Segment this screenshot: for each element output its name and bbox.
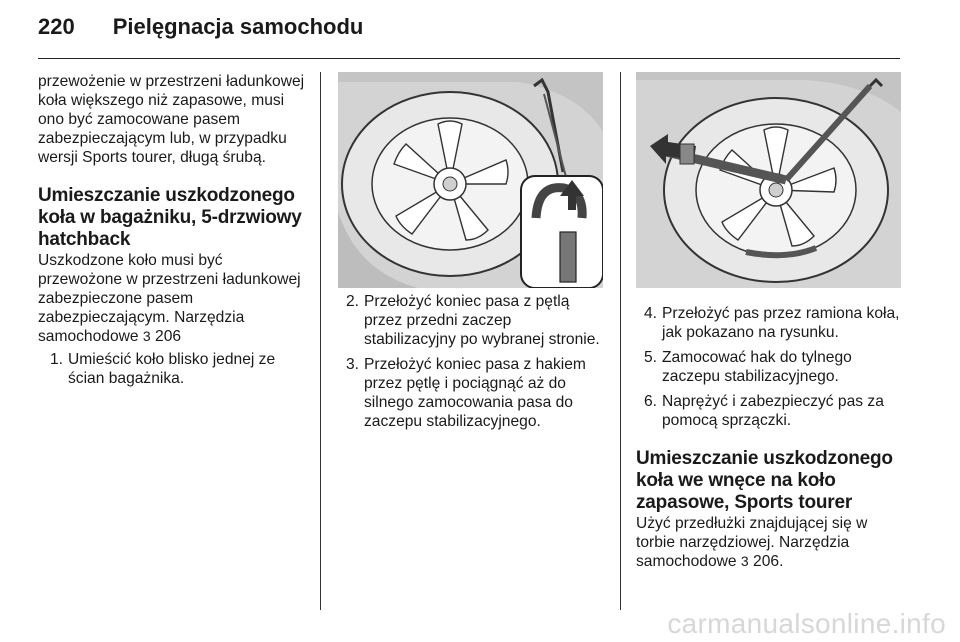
step-text: Naprężyć i zabezpieczyć pas za pomocą sprzączki. — [662, 393, 884, 429]
steps-list — [38, 350, 306, 388]
page-header — [38, 14, 900, 50]
column-1 — [38, 72, 306, 388]
list-item — [636, 304, 904, 342]
step-text: Przełożyć koniec pasa z pętlą przez przedni zaczep stabilizacyjny po wybranej stronie. — [364, 293, 600, 348]
list-item — [636, 348, 904, 386]
steps-list — [338, 292, 606, 431]
header-divider — [38, 58, 900, 59]
page-number: 220 — [38, 14, 75, 39]
column-3 — [636, 300, 904, 571]
column-2 — [338, 288, 606, 431]
step-text: Umieścić koło blisko jednej ze ścian bagażnika. — [68, 351, 276, 387]
step-number: 6. — [644, 393, 658, 410]
step-text: Przełożyć koniec pasa z hakiem przez pętlę i pociągnąć aż do silnego zamocowania pasa do zaczepu stabilizacyjnego. — [364, 356, 586, 430]
reference-page-link[interactable]: 206. — [753, 553, 784, 570]
body-text: Uszkodzone koło musi być przewożone w przestrzeni ładunkowej zabezpieczone pasem zabezpieczającym. Narzędzia samochodowe — [38, 252, 301, 345]
list-item — [38, 350, 306, 388]
section-body-sports-tourer — [636, 514, 904, 571]
reference-arrow-icon: 3 — [142, 328, 151, 344]
page-title: Pielęgnacja samochodu — [112, 14, 364, 39]
list-item — [338, 355, 606, 431]
list-item — [636, 392, 904, 430]
step-number: 5. — [644, 349, 658, 366]
reference-arrow-icon: 3 — [740, 553, 749, 569]
body-text: Użyć przedłużki znajdującej się w torbie narzędziowej. Narzędzia samochodowe — [636, 515, 868, 570]
step-text: Zamocować hak do tylnego zaczepu stabilizacyjnego. — [662, 349, 852, 385]
steps-list — [636, 304, 904, 430]
column-divider-2 — [620, 72, 621, 610]
section-heading-hatchback: Umieszczanie uszkodzonego koła w bagażniku, 5-drzwiowy hatchback — [38, 185, 302, 250]
spare-wheel-strap-illustration-1 — [338, 72, 603, 288]
step-number: 3. — [346, 356, 360, 373]
list-item — [338, 292, 606, 349]
section-body-hatchback — [38, 251, 306, 346]
column-divider-1 — [320, 72, 321, 610]
intro-paragraph: przewożenie w przestrzeni ładunkowej koła większego niż zapasowe, musi ono być zamocowane pasem zabezpieczającym lub, w przypadku wersji Sports tourer, długą śrubą. — [38, 73, 305, 166]
reference-page-link[interactable]: 206 — [155, 328, 182, 345]
section-heading-sports-tourer: Umieszczanie uszkodzonego koła we wnęce na koło zapasowe, Sports tourer — [636, 448, 893, 513]
step-number: 2. — [346, 293, 360, 310]
step-number: 1. — [50, 351, 64, 368]
watermark: carmanualsonline.info — [667, 608, 946, 639]
spare-wheel-strap-illustration-2 — [636, 72, 901, 288]
step-text: Przełożyć pas przez ramiona koła, jak pokazano na rysunku. — [662, 305, 900, 341]
step-number: 4. — [644, 305, 658, 322]
